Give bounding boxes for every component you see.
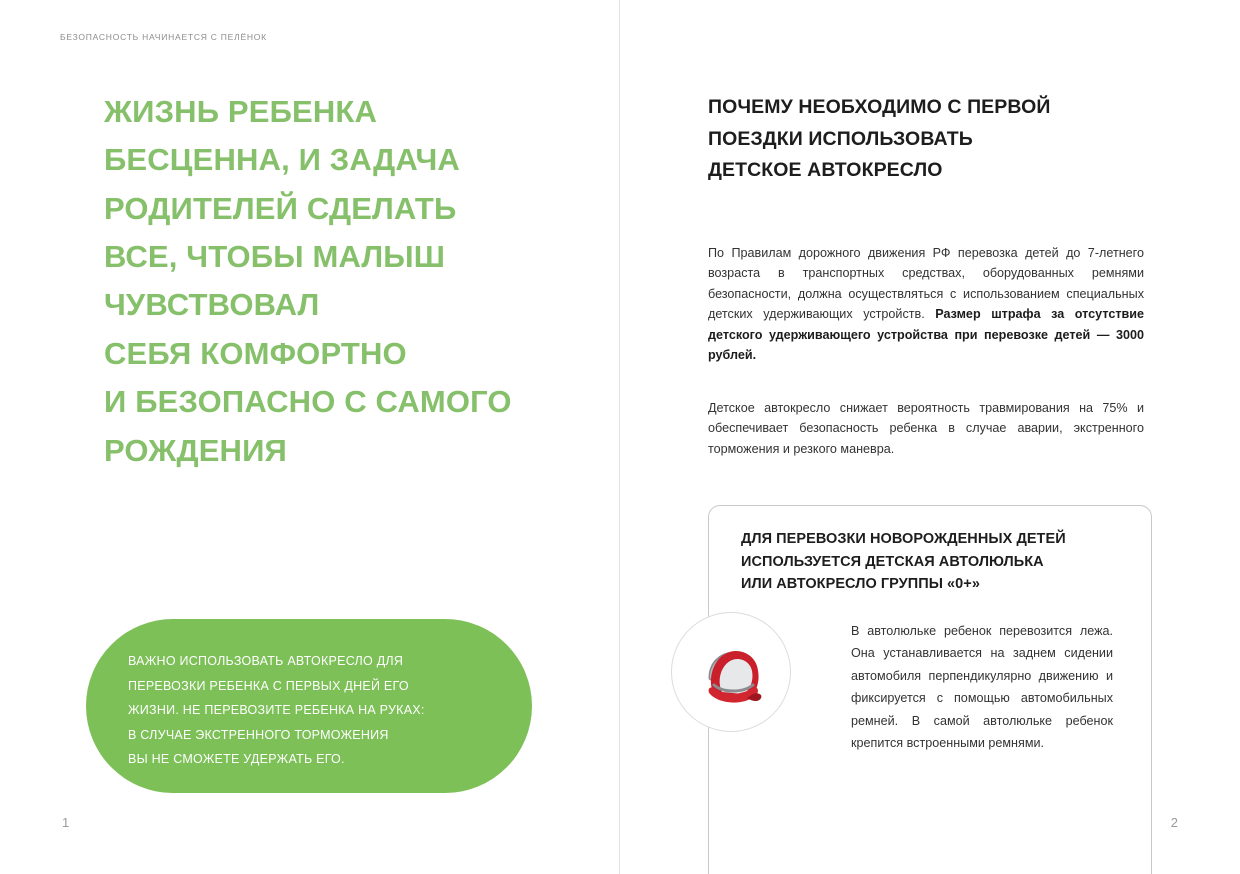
headline-line: ЧУВСТВОВАЛ <box>104 287 320 323</box>
headline-line: РОЖДЕНИЯ <box>104 432 287 468</box>
car-seat-icon <box>671 612 791 732</box>
page-number-right: 2 <box>1170 815 1178 830</box>
headline-line: СЕБЯ КОМФОРТНО <box>104 335 407 371</box>
headline-line: ЖИЗНЬ РЕБЕНКА <box>104 94 378 129</box>
headline-line: РОДИТЕЛЕЙ СДЕЛАТЬ <box>104 190 457 226</box>
callout-line: В СЛУЧАЕ ЭКСТРЕННОГО ТОРМОЖЕНИЯ <box>128 727 389 742</box>
headline-line: ВСЕ, ЧТОБЫ МАЛЫШ <box>104 239 446 275</box>
right-title-line: ПОЕЗДКИ ИСПОЛЬЗОВАТЬ <box>708 127 973 150</box>
card-body-text: В автолюльке ребенок перевозится лежа. Она устанавливается на заднем сидении автомобиля перпендикулярно движению и фиксируется с помощью автомобильных ремней. В самой автолюльке ребенок крепится встроенными ремнями. <box>851 624 1113 751</box>
page-right <box>620 0 1240 874</box>
paragraph-safety: Детское автокресло снижает вероятность травмирования на 75% и обеспечивает безопасность ребенка в случае аварии, экстренного торможения и резкого маневра. <box>708 401 1144 456</box>
callout-line: ПЕРЕВОЗКИ РЕБЕНКА С ПЕРВЫХ ДНЕЙ ЕГО <box>128 678 409 693</box>
card-title-line: ДЛЯ ПЕРЕВОЗКИ НОВОРОЖДЕННЫХ ДЕТЕЙ <box>741 531 1066 547</box>
running-head: БЕЗОПАСНОСТЬ НАЧИНАЕТСЯ С ПЕЛЁНОК <box>60 32 267 42</box>
card-title-line: ИЛИ АВТОКРЕСЛО ГРУППЫ «0+» <box>741 576 980 593</box>
paragraph-rules-plain: По Правилам дорожного движения РФ перевозка детей до 7-летнего возраста в транспортных средствах, оборудованных ремнями безопасности, должна осуществляться с использованием специальных детских удерживающих устройств. <box>708 246 1144 322</box>
newborn-card <box>708 505 1152 874</box>
right-title-line: ПОЧЕМУ НЕОБХОДИМО С ПЕРВОЙ <box>708 96 1051 118</box>
left-headline <box>104 88 574 475</box>
headline-line: И БЕЗОПАСНО С САМОГО <box>104 384 512 420</box>
headline-line: БЕСЦЕННА, И ЗАДАЧА <box>104 142 460 178</box>
right-title-line: ДЕТСКОЕ АВТОКРЕСЛО <box>708 159 943 182</box>
callout-line: ЖИЗНИ. НЕ ПЕРЕВОЗИТЕ РЕБЕНКА НА РУКАХ: <box>128 703 425 717</box>
callout-line: ВАЖНО ИСПОЛЬЗОВАТЬ АВТОКРЕСЛО ДЛЯ <box>128 654 404 668</box>
callout-text <box>128 649 490 772</box>
page-number-left: 1 <box>62 815 70 830</box>
paragraph-rules <box>708 243 1144 365</box>
green-callout <box>86 619 532 793</box>
card-title <box>741 528 1127 596</box>
right-page-title <box>708 92 1148 187</box>
card-title-line: ИСПОЛЬЗУЕТСЯ ДЕТСКАЯ АВТОЛЮЛЬКА <box>741 553 1044 570</box>
callout-line: ВЫ НЕ СМОЖЕТЕ УДЕРЖАТЬ ЕГО. <box>128 752 345 766</box>
paragraph-rules-bold: Размер штрафа за отсутствие детского удерживающего устройства при перевозке детей — 3000 рублей. <box>708 307 1144 362</box>
